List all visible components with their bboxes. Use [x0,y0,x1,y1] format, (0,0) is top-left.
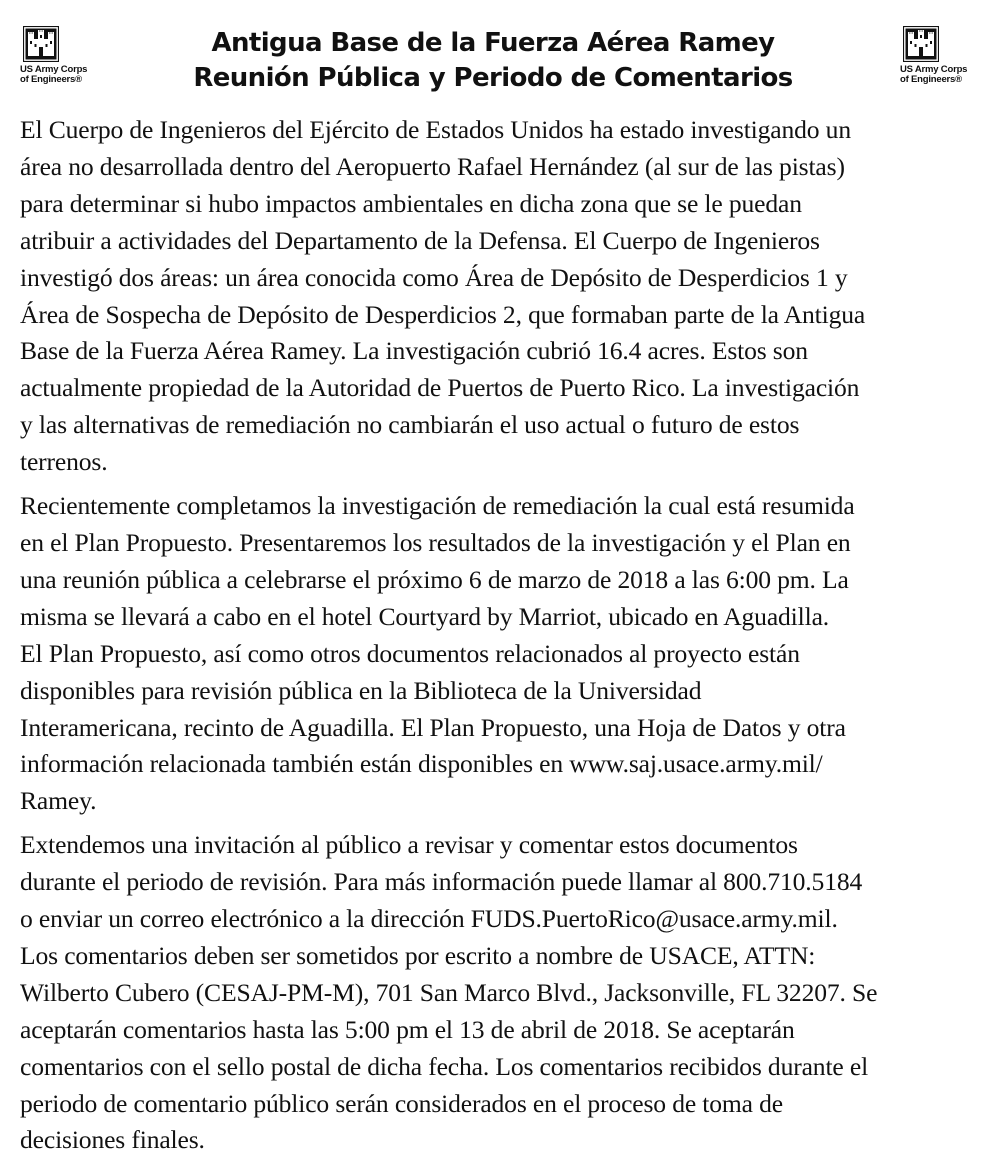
text-line: actualmente propiedad de la Autoridad de Puertos de Puerto Rico. La investigación [20,373,860,403]
logo-wordmark: US Army Corps of Engineers® [900,64,968,85]
text-line: en el Plan Propuesto. Presentaremos los resultados de la investigación y el Plan en [20,527,851,557]
notice-header [0,0,986,112]
paragraph-1 [20,112,970,481]
text-line: aceptarán comentarios hasta las 5:00 pm el 13 de abril de 2018. Se aceptarán [20,1014,795,1044]
notice-title [120,26,866,96]
castle-icon [903,26,939,62]
email-line: o enviar un correo electrónico a la dirección FUDS.PuertoRico@usace.army.mil. [20,904,838,934]
text-line: una reunión pública a celebrarse el próximo 6 de marzo de 2018 a las 6:00 pm. La [20,564,849,594]
notice-body [20,112,970,1166]
text-line: área no desarrollada dentro del Aeropuerto Rafael Hernández (al sur de las pistas) [20,151,845,181]
paragraph-3 [20,827,970,1159]
address-line: Wilberto Cubero (CESAJ-PM-M), 701 San Marco Blvd., Jacksonville, FL 32207. Se [20,977,878,1007]
title-line-2: Reunión Pública y Periodo de Comentarios [193,63,793,93]
usace-logo-right [900,26,970,85]
text-line: comentarios con el sello postal de dicha fecha. Los comentarios recibidos durante el [20,1051,869,1081]
text-line: Área de Sospecha de Depósito de Desperdicios 2, que formaban parte de la Antigua [20,299,866,329]
text-line: decisiones finales. [20,1125,205,1155]
text-line: para determinar si hubo impactos ambientales en dicha zona que se le puedan [20,188,802,218]
text-line: Interamericana, recinto de Aguadilla. El Plan Propuesto, una Hoja de Datos y otra [20,712,846,742]
text-line: periodo de comentario público serán considerados en el proceso de toma de [20,1088,783,1118]
text-line: atribuir a actividades del Departamento de la Defensa. El Cuerpo de Ingenieros [20,225,820,255]
castle-icon [23,26,59,62]
text-line: investigó dos áreas: un área conocida como Área de Depósito de Desperdicios 1 y [20,262,848,292]
text-line: y las alternativas de remediación no cambiarán el uso actual o futuro de estos [20,410,800,440]
text-line: Extendemos una invitación al público a revisar y comentar estos documentos [20,830,798,860]
text-line: Base de la Fuerza Aérea Ramey. La investigación cubrió 16.4 acres. Estos son [20,336,808,366]
text-line: El Plan Propuesto, así como otros documentos relacionados al proyecto están [20,638,800,668]
usace-logo-left [20,26,90,85]
text-line: El Cuerpo de Ingenieros del Ejército de Estados Unidos ha estado investigando un [20,115,851,144]
paragraph-2 [20,488,970,820]
website-line: información relacionada también están disponibles en www.saj.usace.army.mil/ [20,749,823,779]
title-line-1: Antigua Base de la Fuerza Aérea Ramey [211,28,775,58]
text-line: Ramey. [20,786,97,816]
text-line: terrenos. [20,447,108,477]
text-line: Los comentarios deben ser sometidos por escrito a nombre de USACE, ATTN: [20,940,816,970]
text-line: Recientemente completamos la investigación de remediación la cual está resumida [20,491,855,521]
text-line: disponibles para revisión pública en la Biblioteca de la Universidad [20,675,702,705]
logo-wordmark: US Army Corps of Engineers® [20,64,88,85]
phone-line: durante el periodo de revisión. Para más información puede llamar al 800.710.5184 [20,867,863,897]
text-line: misma se llevará a cabo en el hotel Courtyard by Marriot, ubicado en Aguadilla. [20,601,830,631]
